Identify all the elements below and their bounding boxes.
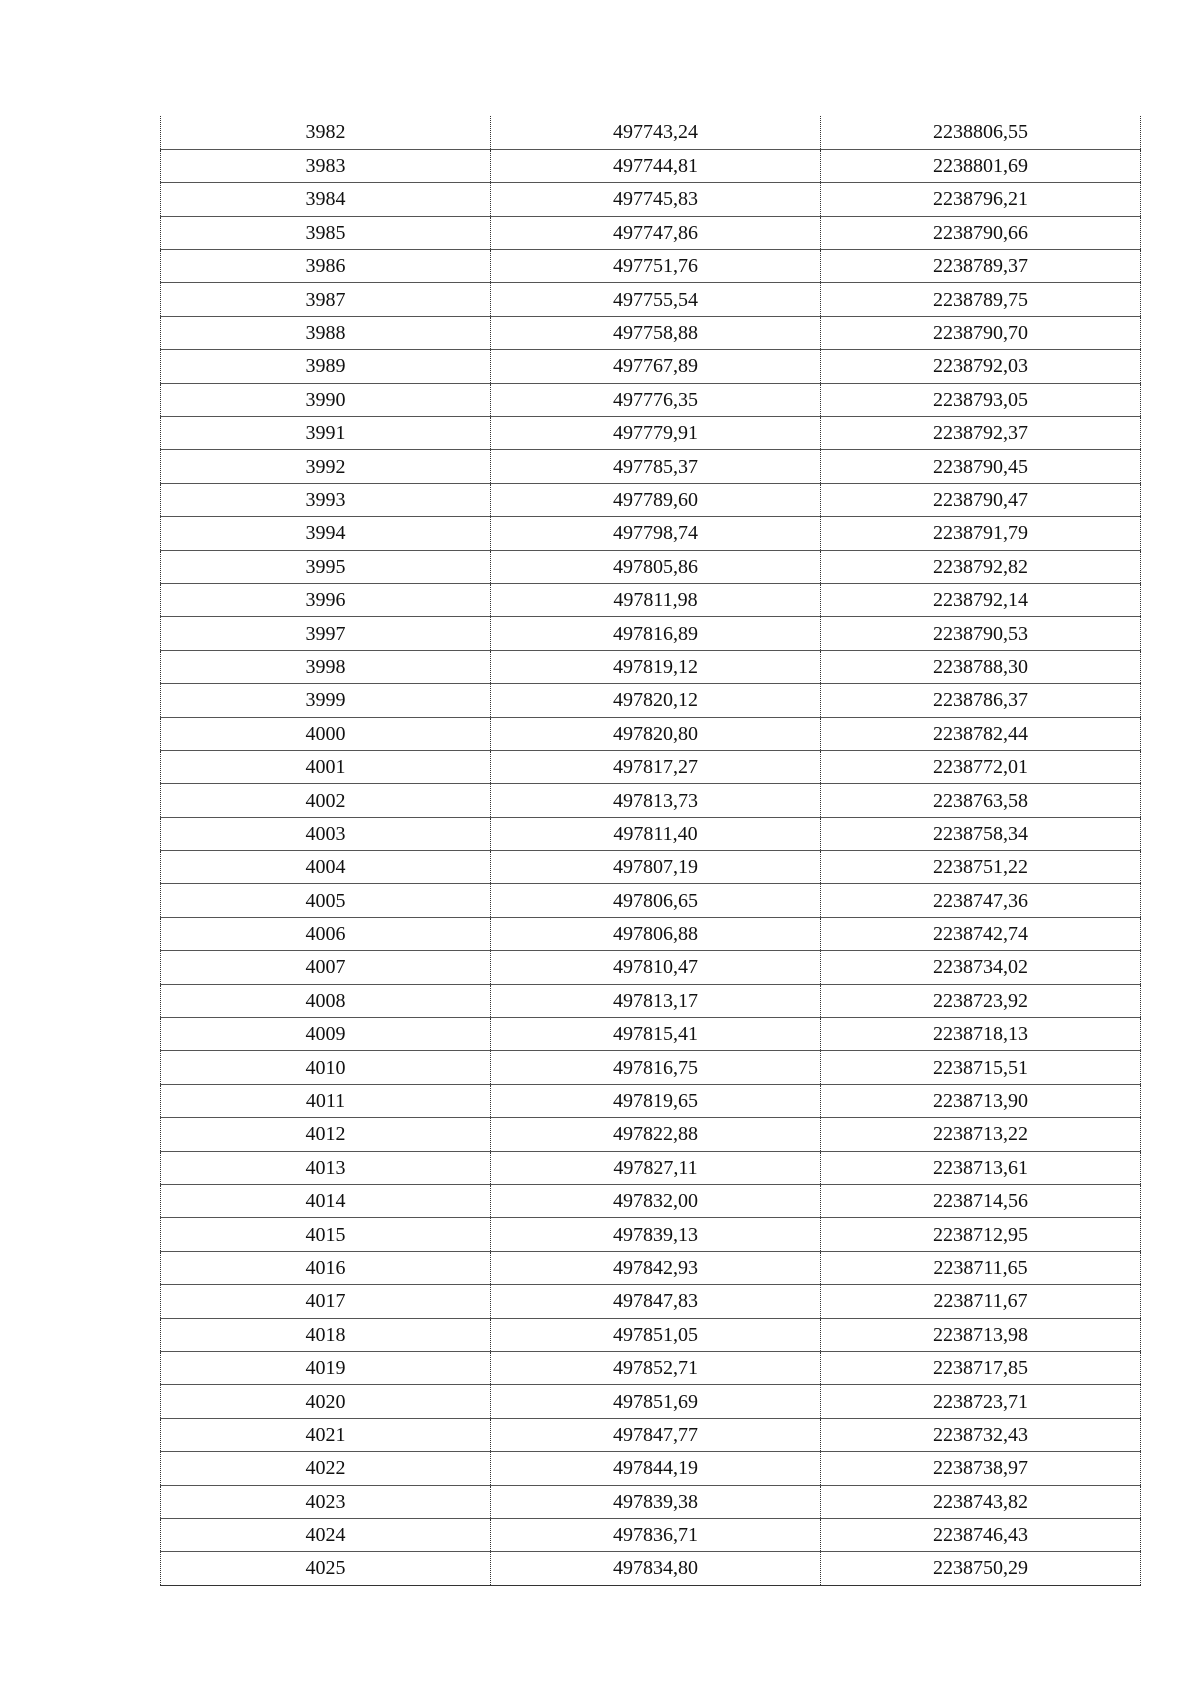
point-number-cell: 4004 — [161, 851, 491, 884]
table-row — [161, 1285, 1141, 1318]
y-coordinate-cell: 2238714,56 — [821, 1185, 1141, 1218]
point-number-cell: 3984 — [161, 183, 491, 216]
y-coordinate-cell: 2238742,74 — [821, 917, 1141, 950]
point-number-cell: 3986 — [161, 250, 491, 283]
point-number-cell: 4001 — [161, 750, 491, 783]
y-coordinate-cell: 2238712,95 — [821, 1218, 1141, 1251]
table-row — [161, 1452, 1141, 1485]
table-row — [161, 149, 1141, 182]
x-coordinate-cell: 497851,05 — [491, 1318, 821, 1351]
point-number-cell: 4013 — [161, 1151, 491, 1184]
point-number-cell: 4011 — [161, 1084, 491, 1117]
table-row — [161, 1418, 1141, 1451]
x-coordinate-cell: 497827,11 — [491, 1151, 821, 1184]
table-row — [161, 617, 1141, 650]
point-number-cell: 3982 — [161, 116, 491, 149]
x-coordinate-cell: 497834,80 — [491, 1552, 821, 1585]
x-coordinate-cell: 497810,47 — [491, 951, 821, 984]
y-coordinate-cell: 2238713,98 — [821, 1318, 1141, 1351]
x-coordinate-cell: 497820,12 — [491, 684, 821, 717]
x-coordinate-cell: 497798,74 — [491, 517, 821, 550]
table-row — [161, 1552, 1141, 1585]
point-number-cell: 3998 — [161, 650, 491, 683]
x-coordinate-cell: 497779,91 — [491, 417, 821, 450]
y-coordinate-cell: 2238793,05 — [821, 383, 1141, 416]
y-coordinate-cell: 2238734,02 — [821, 951, 1141, 984]
y-coordinate-cell: 2238788,30 — [821, 650, 1141, 683]
coordinates-table-body — [161, 116, 1141, 1585]
y-coordinate-cell: 2238711,65 — [821, 1251, 1141, 1284]
x-coordinate-cell: 497758,88 — [491, 316, 821, 349]
point-number-cell: 3991 — [161, 417, 491, 450]
table-row — [161, 851, 1141, 884]
y-coordinate-cell: 2238791,79 — [821, 517, 1141, 550]
point-number-cell: 4020 — [161, 1385, 491, 1418]
y-coordinate-cell: 2238790,53 — [821, 617, 1141, 650]
x-coordinate-cell: 497839,38 — [491, 1485, 821, 1518]
point-number-cell: 4019 — [161, 1351, 491, 1384]
x-coordinate-cell: 497822,88 — [491, 1118, 821, 1151]
y-coordinate-cell: 2238746,43 — [821, 1518, 1141, 1551]
x-coordinate-cell: 497744,81 — [491, 149, 821, 182]
table-row — [161, 250, 1141, 283]
point-number-cell: 3987 — [161, 283, 491, 316]
y-coordinate-cell: 2238806,55 — [821, 116, 1141, 149]
table-row — [161, 717, 1141, 750]
y-coordinate-cell: 2238790,66 — [821, 216, 1141, 249]
x-coordinate-cell: 497817,27 — [491, 750, 821, 783]
x-coordinate-cell: 497743,24 — [491, 116, 821, 149]
point-number-cell: 4018 — [161, 1318, 491, 1351]
point-number-cell: 4012 — [161, 1118, 491, 1151]
table-row — [161, 684, 1141, 717]
y-coordinate-cell: 2238718,13 — [821, 1018, 1141, 1051]
point-number-cell: 4022 — [161, 1452, 491, 1485]
y-coordinate-cell: 2238789,75 — [821, 283, 1141, 316]
point-number-cell: 3993 — [161, 483, 491, 516]
point-number-cell: 4008 — [161, 984, 491, 1017]
point-number-cell: 3999 — [161, 684, 491, 717]
y-coordinate-cell: 2238732,43 — [821, 1418, 1141, 1451]
point-number-cell: 4010 — [161, 1051, 491, 1084]
table-row — [161, 1051, 1141, 1084]
x-coordinate-cell: 497811,98 — [491, 583, 821, 616]
x-coordinate-cell: 497813,73 — [491, 784, 821, 817]
table-row — [161, 650, 1141, 683]
table-row — [161, 951, 1141, 984]
x-coordinate-cell: 497852,71 — [491, 1351, 821, 1384]
y-coordinate-cell: 2238711,67 — [821, 1285, 1141, 1318]
y-coordinate-cell: 2238751,22 — [821, 851, 1141, 884]
point-number-cell: 4003 — [161, 817, 491, 850]
point-number-cell: 4015 — [161, 1218, 491, 1251]
x-coordinate-cell: 497836,71 — [491, 1518, 821, 1551]
table-row — [161, 1151, 1141, 1184]
table-row — [161, 1185, 1141, 1218]
x-coordinate-cell: 497832,00 — [491, 1185, 821, 1218]
point-number-cell: 3994 — [161, 517, 491, 550]
y-coordinate-cell: 2238790,47 — [821, 483, 1141, 516]
table-row — [161, 984, 1141, 1017]
y-coordinate-cell: 2238713,61 — [821, 1151, 1141, 1184]
point-number-cell: 3988 — [161, 316, 491, 349]
table-row — [161, 283, 1141, 316]
point-number-cell: 4017 — [161, 1285, 491, 1318]
x-coordinate-cell: 497813,17 — [491, 984, 821, 1017]
point-number-cell: 4025 — [161, 1552, 491, 1585]
y-coordinate-cell: 2238763,58 — [821, 784, 1141, 817]
y-coordinate-cell: 2238782,44 — [821, 717, 1141, 750]
table-row — [161, 1385, 1141, 1418]
table-row — [161, 1518, 1141, 1551]
y-coordinate-cell: 2238792,14 — [821, 583, 1141, 616]
point-number-cell: 4000 — [161, 717, 491, 750]
y-coordinate-cell: 2238792,03 — [821, 350, 1141, 383]
table-row — [161, 1485, 1141, 1518]
table-row — [161, 1118, 1141, 1151]
y-coordinate-cell: 2238801,69 — [821, 149, 1141, 182]
x-coordinate-cell: 497747,86 — [491, 216, 821, 249]
table-row — [161, 583, 1141, 616]
point-number-cell: 4007 — [161, 951, 491, 984]
table-row — [161, 917, 1141, 950]
x-coordinate-cell: 497789,60 — [491, 483, 821, 516]
table-row — [161, 1218, 1141, 1251]
table-row — [161, 1318, 1141, 1351]
point-number-cell: 3990 — [161, 383, 491, 416]
y-coordinate-cell: 2238790,70 — [821, 316, 1141, 349]
table-row — [161, 116, 1141, 149]
y-coordinate-cell: 2238789,37 — [821, 250, 1141, 283]
table-row — [161, 884, 1141, 917]
y-coordinate-cell: 2238723,92 — [821, 984, 1141, 1017]
table-row — [161, 817, 1141, 850]
coordinates-table — [160, 116, 1141, 1586]
point-number-cell: 3996 — [161, 583, 491, 616]
point-number-cell: 3995 — [161, 550, 491, 583]
x-coordinate-cell: 497816,89 — [491, 617, 821, 650]
y-coordinate-cell: 2238790,45 — [821, 450, 1141, 483]
x-coordinate-cell: 497839,13 — [491, 1218, 821, 1251]
y-coordinate-cell: 2238750,29 — [821, 1552, 1141, 1585]
x-coordinate-cell: 497815,41 — [491, 1018, 821, 1051]
y-coordinate-cell: 2238796,21 — [821, 183, 1141, 216]
point-number-cell: 3983 — [161, 149, 491, 182]
point-number-cell: 3997 — [161, 617, 491, 650]
table-row — [161, 517, 1141, 550]
y-coordinate-cell: 2238717,85 — [821, 1351, 1141, 1384]
x-coordinate-cell: 497805,86 — [491, 550, 821, 583]
point-number-cell: 4024 — [161, 1518, 491, 1551]
point-number-cell: 4002 — [161, 784, 491, 817]
x-coordinate-cell: 497806,88 — [491, 917, 821, 950]
y-coordinate-cell: 2238738,97 — [821, 1452, 1141, 1485]
table-row — [161, 350, 1141, 383]
y-coordinate-cell: 2238772,01 — [821, 750, 1141, 783]
point-number-cell: 4005 — [161, 884, 491, 917]
table-row — [161, 183, 1141, 216]
table-row — [161, 216, 1141, 249]
y-coordinate-cell: 2238713,90 — [821, 1084, 1141, 1117]
y-coordinate-cell: 2238743,82 — [821, 1485, 1141, 1518]
x-coordinate-cell: 497847,83 — [491, 1285, 821, 1318]
table-row — [161, 483, 1141, 516]
table-row — [161, 550, 1141, 583]
table-row — [161, 1251, 1141, 1284]
table-row — [161, 784, 1141, 817]
x-coordinate-cell: 497820,80 — [491, 717, 821, 750]
y-coordinate-cell: 2238723,71 — [821, 1385, 1141, 1418]
point-number-cell: 4016 — [161, 1251, 491, 1284]
x-coordinate-cell: 497776,35 — [491, 383, 821, 416]
x-coordinate-cell: 497819,12 — [491, 650, 821, 683]
x-coordinate-cell: 497751,76 — [491, 250, 821, 283]
y-coordinate-cell: 2238792,37 — [821, 417, 1141, 450]
point-number-cell: 4009 — [161, 1018, 491, 1051]
y-coordinate-cell: 2238758,34 — [821, 817, 1141, 850]
point-number-cell: 4006 — [161, 917, 491, 950]
y-coordinate-cell: 2238792,82 — [821, 550, 1141, 583]
x-coordinate-cell: 497844,19 — [491, 1452, 821, 1485]
x-coordinate-cell: 497767,89 — [491, 350, 821, 383]
x-coordinate-cell: 497807,19 — [491, 851, 821, 884]
x-coordinate-cell: 497851,69 — [491, 1385, 821, 1418]
point-number-cell: 3989 — [161, 350, 491, 383]
table-row — [161, 1084, 1141, 1117]
x-coordinate-cell: 497819,65 — [491, 1084, 821, 1117]
table-row — [161, 316, 1141, 349]
point-number-cell: 4021 — [161, 1418, 491, 1451]
x-coordinate-cell: 497785,37 — [491, 450, 821, 483]
x-coordinate-cell: 497842,93 — [491, 1251, 821, 1284]
x-coordinate-cell: 497745,83 — [491, 183, 821, 216]
x-coordinate-cell: 497847,77 — [491, 1418, 821, 1451]
y-coordinate-cell: 2238713,22 — [821, 1118, 1141, 1151]
table-row — [161, 450, 1141, 483]
table-row — [161, 750, 1141, 783]
point-number-cell: 4023 — [161, 1485, 491, 1518]
x-coordinate-cell: 497806,65 — [491, 884, 821, 917]
point-number-cell: 3985 — [161, 216, 491, 249]
y-coordinate-cell: 2238747,36 — [821, 884, 1141, 917]
table-row — [161, 1018, 1141, 1051]
table-row — [161, 383, 1141, 416]
table-row — [161, 417, 1141, 450]
x-coordinate-cell: 497816,75 — [491, 1051, 821, 1084]
x-coordinate-cell: 497755,54 — [491, 283, 821, 316]
x-coordinate-cell: 497811,40 — [491, 817, 821, 850]
y-coordinate-cell: 2238715,51 — [821, 1051, 1141, 1084]
point-number-cell: 4014 — [161, 1185, 491, 1218]
point-number-cell: 3992 — [161, 450, 491, 483]
y-coordinate-cell: 2238786,37 — [821, 684, 1141, 717]
table-row — [161, 1351, 1141, 1384]
